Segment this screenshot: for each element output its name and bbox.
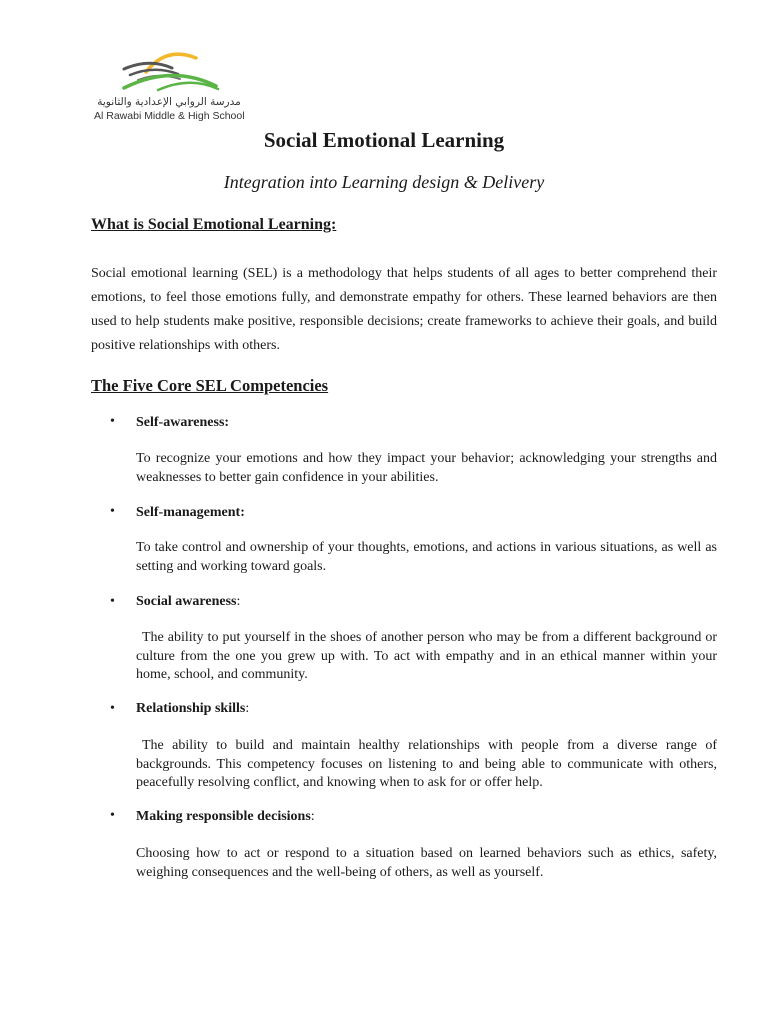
competency-term-text: Self-management: <box>136 505 245 520</box>
competency-description: The ability to build and maintain healthy relationships with people from a diverse range of backgrounds. This competency focuses on listening to and being able to communicate with others, peacefully resolving conflict, and knowing when to ask for or offer help. <box>136 738 717 790</box>
school-name-arabic: مدرسة الروابي الإعدادية والثانوية <box>97 96 241 108</box>
bullet-marker: • <box>110 504 115 519</box>
competency-description: To recognize your emotions and how they impact your behavior; acknowledging your strengths and weaknesses to better gain confidence in your abilities. <box>136 451 717 485</box>
bullet-marker: • <box>110 701 115 716</box>
competency-description: To take control and ownership of your thoughts, emotions, and actions in various situations, as well as setting and working toward goals. <box>136 540 717 574</box>
competency-term <box>136 505 245 521</box>
school-name-english: Al Rawabi Middle & High School <box>94 110 245 122</box>
core-competencies-heading: The Five Core SEL Competencies <box>91 376 329 395</box>
bullet-marker: • <box>110 594 115 609</box>
bullet-marker: • <box>110 414 115 429</box>
competency-term-text: Social awareness <box>136 594 237 609</box>
competency-term <box>136 415 229 431</box>
competency-term-text: Relationship skills <box>136 701 246 716</box>
intro-paragraph: Social emotional learning (SEL) is a methodology that helps students of all ages to better comprehend their emotions, to feel those emotions fully, and demonstrate empathy for others. These learned behaviors are then used to help students make positive, responsible decisions; create frameworks to achieve their goals, and build positive relationships with others. <box>91 266 717 353</box>
document-title: Social Emotional Learning <box>263 128 505 152</box>
competency-term <box>136 809 315 825</box>
competency-term <box>136 701 249 717</box>
competency-term <box>136 594 240 610</box>
document-subtitle: Integration into Learning design & Delivery <box>223 172 545 192</box>
competency-description: The ability to put yourself in the shoes of another person who may be from a different background or culture from the one you grew up with. To act with empathy and in an ethical manner within your home, school, and community. <box>136 630 717 682</box>
competency-term-text: Self-awareness: <box>136 415 230 430</box>
competency-term-text: Making responsible decisions <box>136 809 311 824</box>
term-colon: : <box>236 594 241 609</box>
term-colon: : <box>245 701 250 716</box>
school-logo <box>94 44 254 124</box>
logo-hills-icon <box>94 44 244 96</box>
bullet-marker: • <box>110 808 115 823</box>
competency-description: Choosing how to act or respond to a situation based on learned behaviors such as ethics, safety, weighing consequences and the well-being of others, as well as yourself. <box>136 846 717 880</box>
term-colon: : <box>310 809 315 824</box>
what-is-sel-heading: What is Social Emotional Learning: <box>91 216 337 233</box>
